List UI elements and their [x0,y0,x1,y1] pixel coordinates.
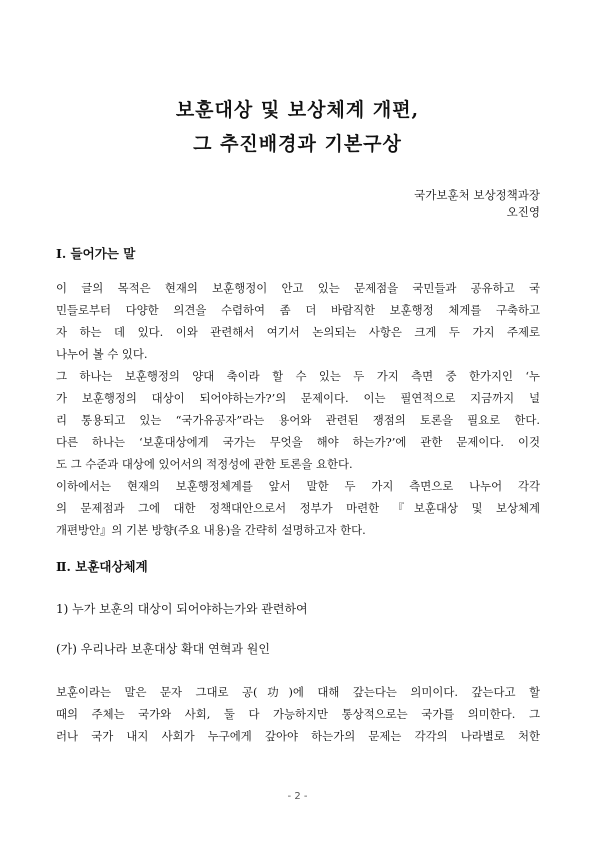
paragraph-line: 나누어 볼 수 있다. [56,347,148,361]
sub-subsection-heading: (가) 우리나라 보훈대상 확대 연혁과 원인 [56,642,270,656]
subsection-heading: 1) 누가 보훈의 대상이 되어야하는가와 관련하여 [56,602,308,616]
section-2-heading: Ⅱ. 보훈대상체계 [56,559,148,574]
document-title-line-1: 보훈대상 및 보상체계 개편, [175,99,420,121]
paragraph-line: 보훈이라는 말은 문자 그대로 공(功)에 대해 갚는다는 의미이다. 갚는다고 할 [56,685,540,699]
paragraph-line: 가 보훈행정의 대상이 되어야하는가?’의 문제이다. 이는 필연적으로 지금까지 널 [56,391,540,405]
paragraph-line: 다른 하나는 ‘보훈대상에게 국가는 무엇을 해야 하는가?’에 관한 문제이다. 이것 [56,435,540,449]
paragraph-line: 도 그 수준과 대상에 있어서의 적정성에 관한 토론을 요한다. [56,457,353,471]
author-name: 오진영 [506,205,540,219]
paragraph-line: 의 문제점과 그에 대한 정책대안으로서 정부가 마련한 『보훈대상 및 보상체계 [56,501,540,515]
paragraph-line: 그 하나는 보훈행정의 양대 축이라 할 수 있는 두 가지 측면 중 한가지인 ‘누 [56,369,540,383]
paragraph-line: 이하에서는 현재의 보훈행정체계를 앞서 말한 두 가지 측면으로 나누어 각각 [56,479,540,493]
paragraph-line: 리 통용되고 있는 “국가유공자”라는 용어와 관련된 쟁점의 토론을 필요로 한다. [56,413,540,427]
paragraph-line: 개편방안』의 기본 방향(주요 내용)을 간략히 설명하고자 한다. [56,523,366,537]
paragraph-line: 민들로부터 다양한 의견을 수렴하여 좀 더 바람직한 보훈행정 체계를 구축하고 [56,303,540,317]
paragraph-line: 러나 국가 내지 사회가 누구에게 갚아야 하는가의 문제는 각각의 나라별로 처한 [56,729,540,743]
paragraph-line: 때의 주체는 국가와 사회, 둘 다 가능하지만 통상적으로는 국가를 의미한다. 그 [56,707,540,721]
page-number: - 2 - [287,791,308,802]
paragraph-line: 자 하는 데 있다. 이와 관련해서 여기서 논의되는 사항은 크게 두 가지 주제로 [56,325,540,339]
paragraph-line: 이 글의 목적은 현재의 보훈행정이 안고 있는 문제점을 국민들과 공유하고 국 [56,281,540,295]
section-1-heading: Ⅰ. 들어가는 말 [56,246,136,261]
document-title-line-2: 그 추진배경과 기본구상 [193,133,402,155]
author-affiliation: 국가보훈처 보상정책과장 [414,188,540,202]
